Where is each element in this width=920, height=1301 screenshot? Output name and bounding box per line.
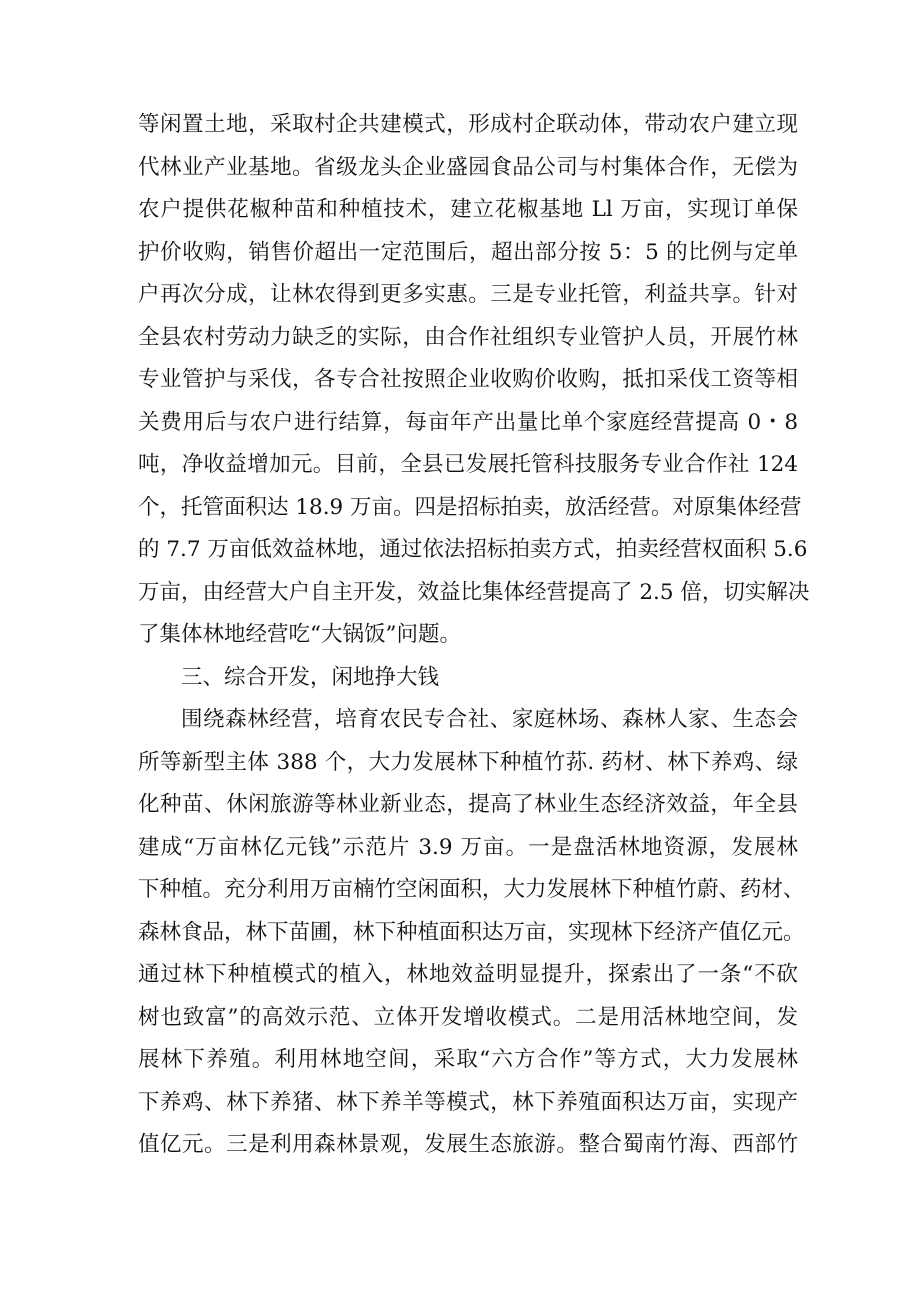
text-line: 吨，净收益增加元。目前，全县已发展托管科技服务专业合作社 124 (138, 452, 798, 477)
text-line: 森林食品，林下苗圃，林下种植面积达万亩，实现林下经济产值亿元。 (138, 919, 805, 945)
text-line: 围绕森林经营，培育农民专合社、家庭林场、森林人家、生态会 (181, 707, 798, 732)
text-line: 下养鸡、林下养猪、林下养羊等模式，林下养殖面积达万亩，实现产 (138, 1089, 798, 1115)
text-line: 值亿元。三是利用森林景观，发展生态旅游。整合蜀南竹海、西部竹 (138, 1132, 798, 1157)
text-line: 建成“万亩林亿元钱”示范片 3.9 万亩。一是盘活林地资源，发展林 (138, 834, 798, 860)
text-line: 了集体林地经营吃“大锅饭”问题。 (138, 622, 461, 647)
text-line: 全县农村劳动力缺乏的实际，由合作社组织专业管护人员，开展竹林 (138, 324, 798, 350)
text-line: 树也致富”的高效示范、立体开发增收模式。二是用活林地空间，发 (138, 1004, 798, 1030)
text-line: 个，托管面积达 18.9 万亩。四是招标拍卖，放活经营。对原集体经营 (138, 494, 802, 520)
text-line: 专业管护与采伐，各专合社按照企业收购价收购，抵扣采伐工资等相 (138, 367, 798, 392)
text-line: 下种植。充分利用万亩楠竹空闲面积，大力发展林下种植竹蔚、药材、 (138, 877, 805, 902)
body-text (138, 104, 810, 1167)
text-line: 护价收购，销售价超出一定范围后，超出部分按 5：5 的比例与定单 (138, 239, 798, 265)
text-line: 农户提供花椒种苗和种植技术，建立花椒基地 Ll 万亩，实现订单保 (138, 197, 798, 222)
text-line: 代林业产业基地。省级龙头企业盛园食品公司与村集体合作，无偿为 (138, 154, 798, 180)
text-line: 万亩，由经营大户自主开发，效益比集体经营提高了 2.5 倍，切实解决 (138, 579, 810, 605)
section-heading: 三、综合开发，闲地挣大钱 (181, 664, 440, 690)
text-line: 通过林下种植模式的植入，林地效益明显提升，探索出了一条“不砍 (138, 962, 798, 987)
text-line: 化种苗、休闲旅游等林业新业态，提高了林业生态经济效益，年全县 (138, 792, 798, 817)
text-line: 的 7.7 万亩低效益林地，通过依法招标拍卖方式，拍卖经营权面积 5.6 (138, 537, 808, 562)
text-line: 所等新型主体 388 个，大力发展林下种植竹荪. 药材、林下养鸡、绿 (138, 749, 798, 775)
text-line: 关费用后与农户进行结算，每亩年产出量比单个家庭经营提高 0・8 (138, 409, 798, 435)
text-line: 户再次分成，让林农得到更多实惠。三是专业托管，利益共享。针对 (138, 282, 798, 307)
text-line: 展林下养殖。利用林地空间，采取“六方合作”等方式，大力发展林 (138, 1047, 798, 1072)
text-line: 等闲置土地，采取村企共建模式，形成村企联动体，带动农户建立现 (138, 112, 798, 137)
